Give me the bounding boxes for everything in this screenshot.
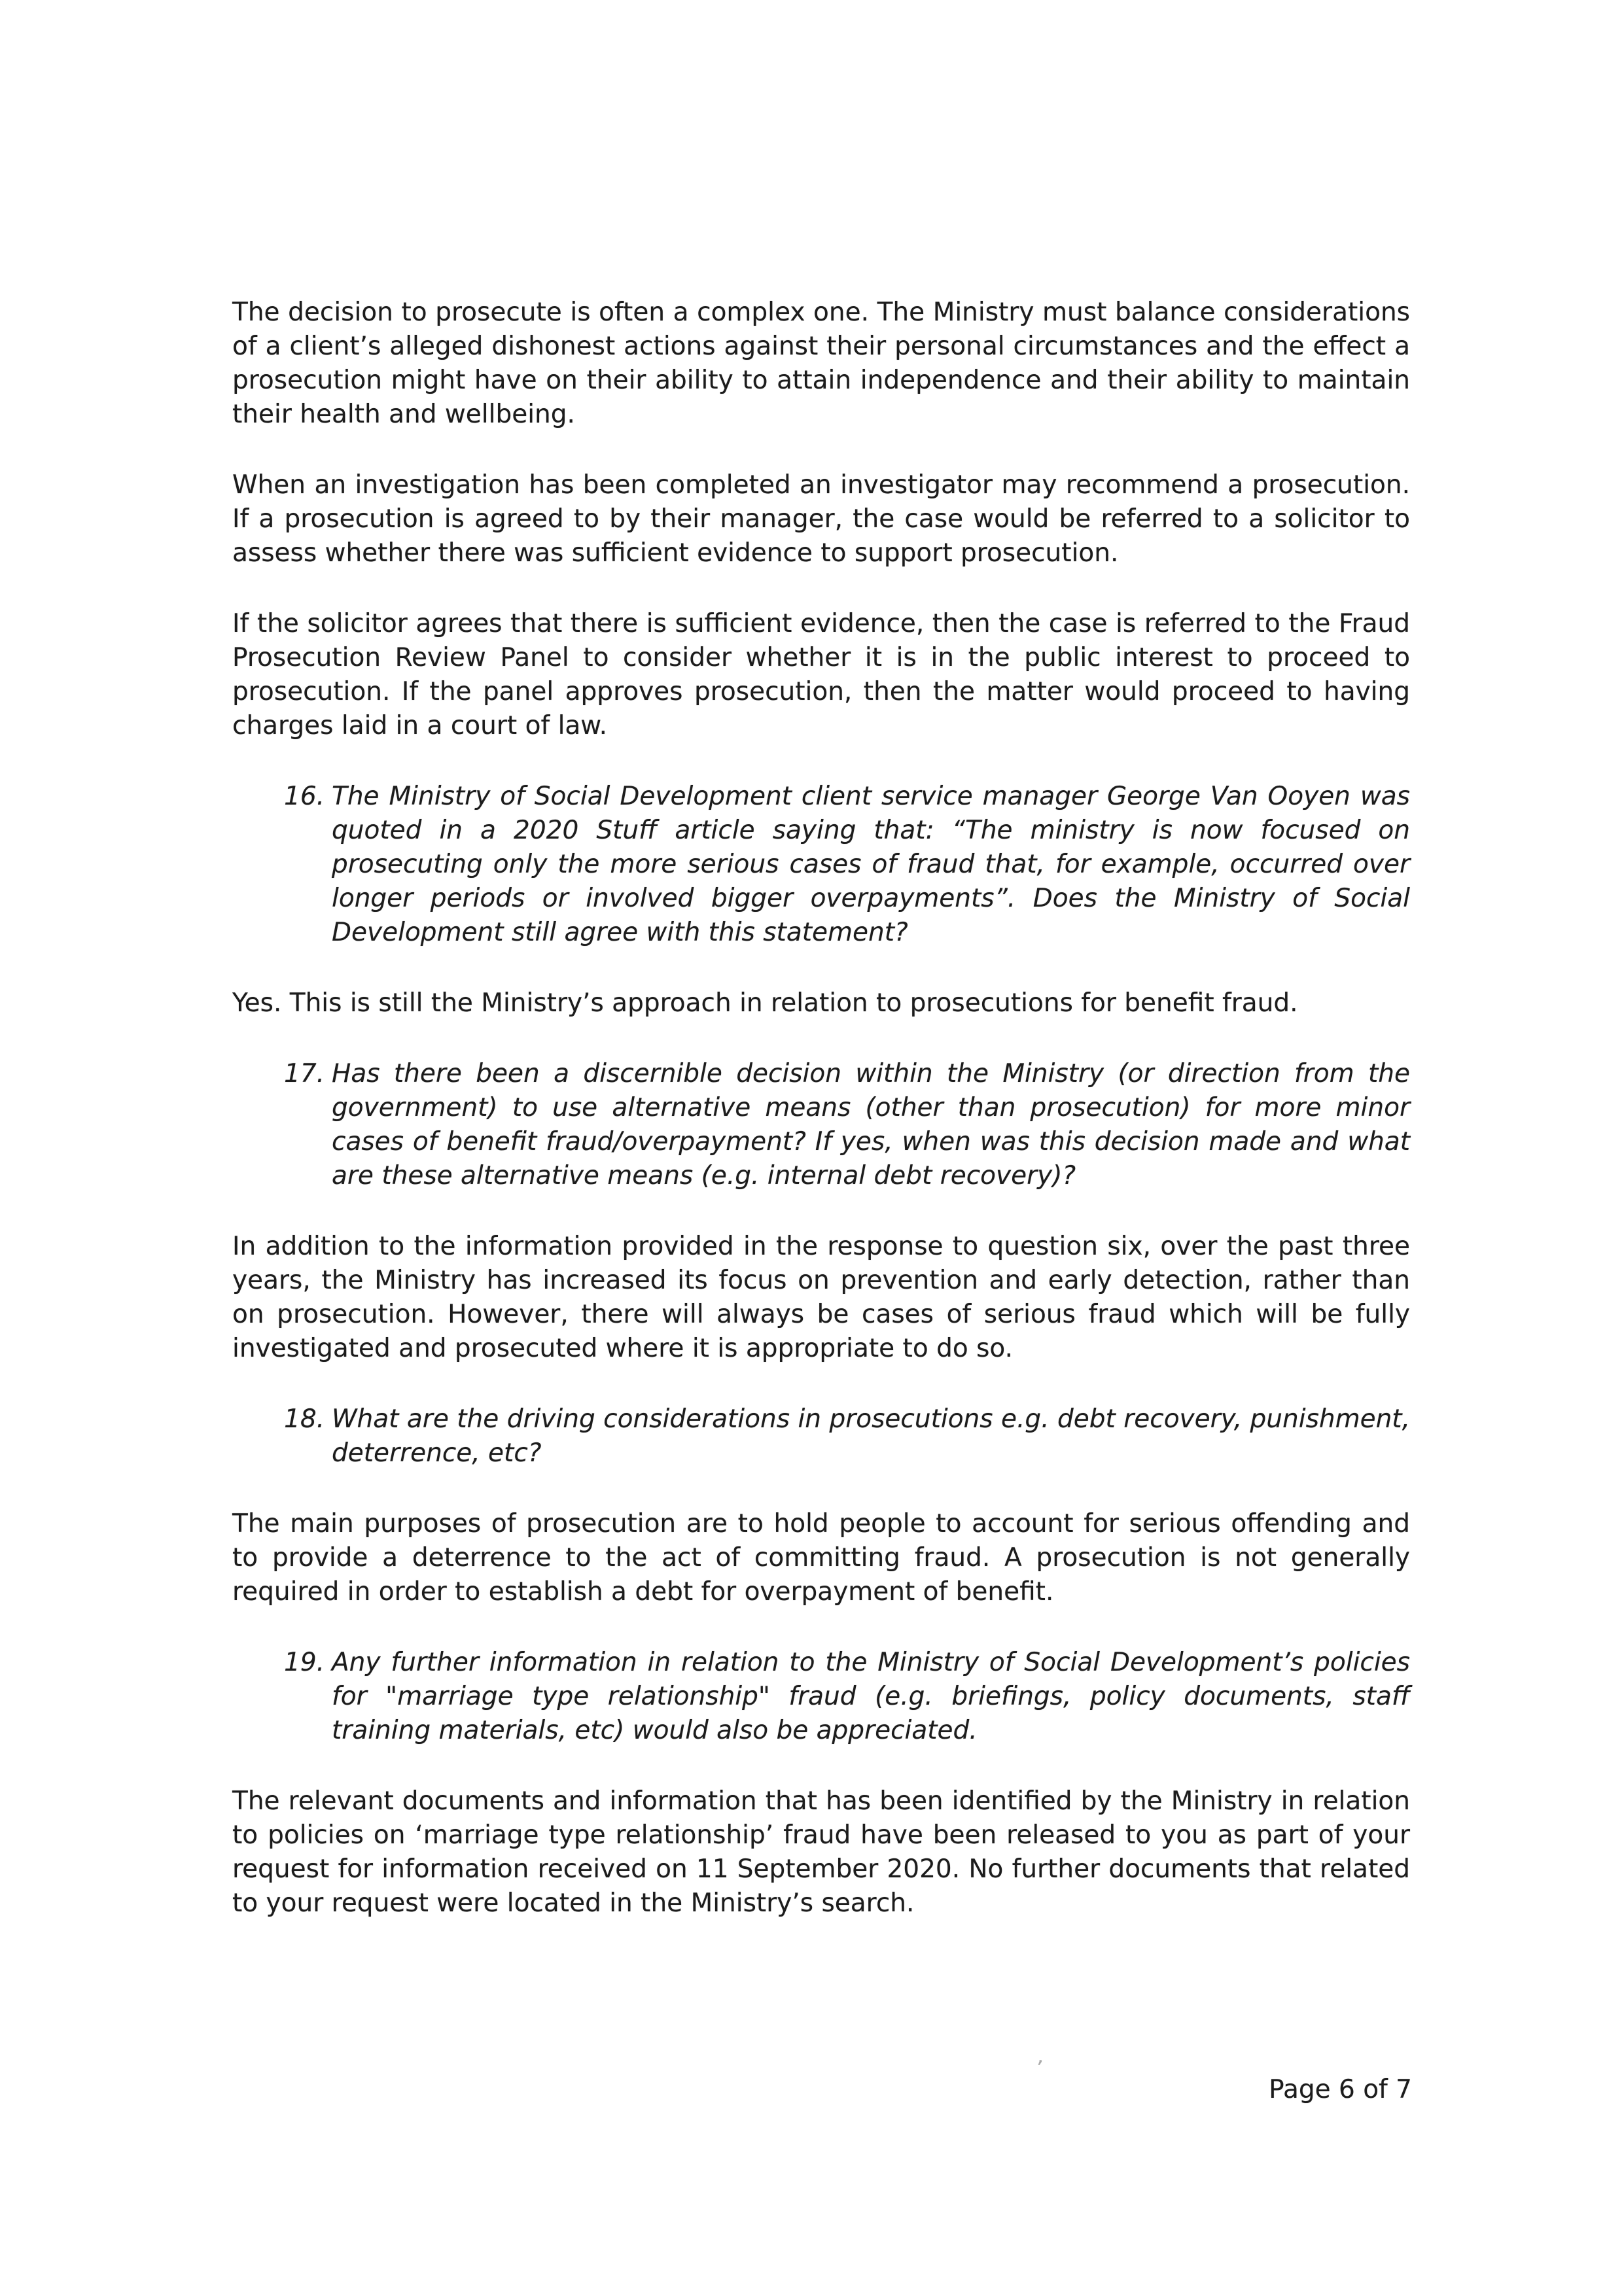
numbered-question-16 bbox=[232, 780, 1410, 950]
numbered-question-18 bbox=[232, 1402, 1410, 1470]
numbered-question-19 bbox=[232, 1646, 1410, 1748]
question-17-text: Has there been a discernible decision within the Ministry (or direction from the government) to use alternative means (other than prosecution) for more minor cases of benefit fraud/overpayment? If yes, when was this decision made and what are these alternative means (e.g. internal debt recovery)? bbox=[332, 1059, 1410, 1191]
question-17-number: 17. bbox=[284, 1059, 325, 1088]
question-16-number: 16. bbox=[284, 782, 325, 811]
question-18-text: What are the driving considerations in prosecutions e.g. debt recovery, punishment, deterrence, etc? bbox=[332, 1404, 1410, 1468]
numbered-question-17 bbox=[232, 1057, 1410, 1193]
page-number-footer: Page 6 of 7 bbox=[1269, 2075, 1412, 2104]
scan-artifact-mark: ’ bbox=[1034, 2055, 1044, 2083]
question-18-number: 18. bbox=[284, 1404, 325, 1434]
answer-paragraph-19: The relevant documents and information that has been identified by the Ministry in relation to policies on ‘marriage type relationship’ fraud have been released to you as part of your request for information received on 11 September 2020. No further documents that related to your request were located in the Ministry’s search. bbox=[232, 1786, 1410, 1918]
answer-paragraph-16: Yes. This is still the Ministry’s approach in relation to prosecutions for benefit fraud. bbox=[232, 988, 1298, 1018]
body-paragraph-prosecute-decision: The decision to prosecute is often a complex one. The Ministry must balance considerations of a client’s alleged dishonest actions against their personal circumstances and the effect a prosecution might have on their ability to attain independence and their ability to maintain their health and wellbeing. bbox=[232, 298, 1410, 429]
answer-paragraph-18: The main purposes of prosecution are to hold people to account for serious offending and to provide a deterrence to the act of committing fraud. A prosecution is not generally required in order to establish a debt for overpayment of benefit. bbox=[232, 1509, 1410, 1607]
answer-paragraph-17: In addition to the information provided in the response to question six, over the past three years, the Ministry has increased its focus on prevention and early detection, rather than on prosecution. However, there will always be cases of serious fraud which will be fully investigated and prosecuted where it is appropriate to do so. bbox=[232, 1232, 1410, 1363]
document-body bbox=[232, 296, 1410, 1957]
question-16-text: The Ministry of Social Development client service manager George Van Ooyen was quoted in a 2020 Stuff article saying that: “The ministry is now focused on prosecuting only the more serious cases of fraud that, for example, occurred over longer periods or involved bigger overpayments”. Does the Ministry of Social Development still agree with this statement? bbox=[332, 782, 1410, 947]
question-19-text: Any further information in relation to the Ministry of Social Development’s policies for "marriage type relationship" fraud (e.g. briefings, policy documents, staff training materials, etc) would also be appreciated. bbox=[332, 1648, 1410, 1745]
body-paragraph-solicitor-agrees: If the solicitor agrees that there is sufficient evidence, then the case is referred to the Fraud Prosecution Review Panel to consider whether it is in the public interest to proceed to prosecution. If the panel approves prosecution, then the matter would proceed to having charges laid in a court of law. bbox=[232, 609, 1410, 740]
body-paragraph-investigation-completed: When an investigation has been completed an investigator may recommend a prosecution. If a prosecution is agreed to by their manager, the case would be referred to a solicitor to assess whether there was sufficient evidence to support prosecution. bbox=[232, 470, 1410, 568]
question-19-number: 19. bbox=[284, 1648, 325, 1677]
